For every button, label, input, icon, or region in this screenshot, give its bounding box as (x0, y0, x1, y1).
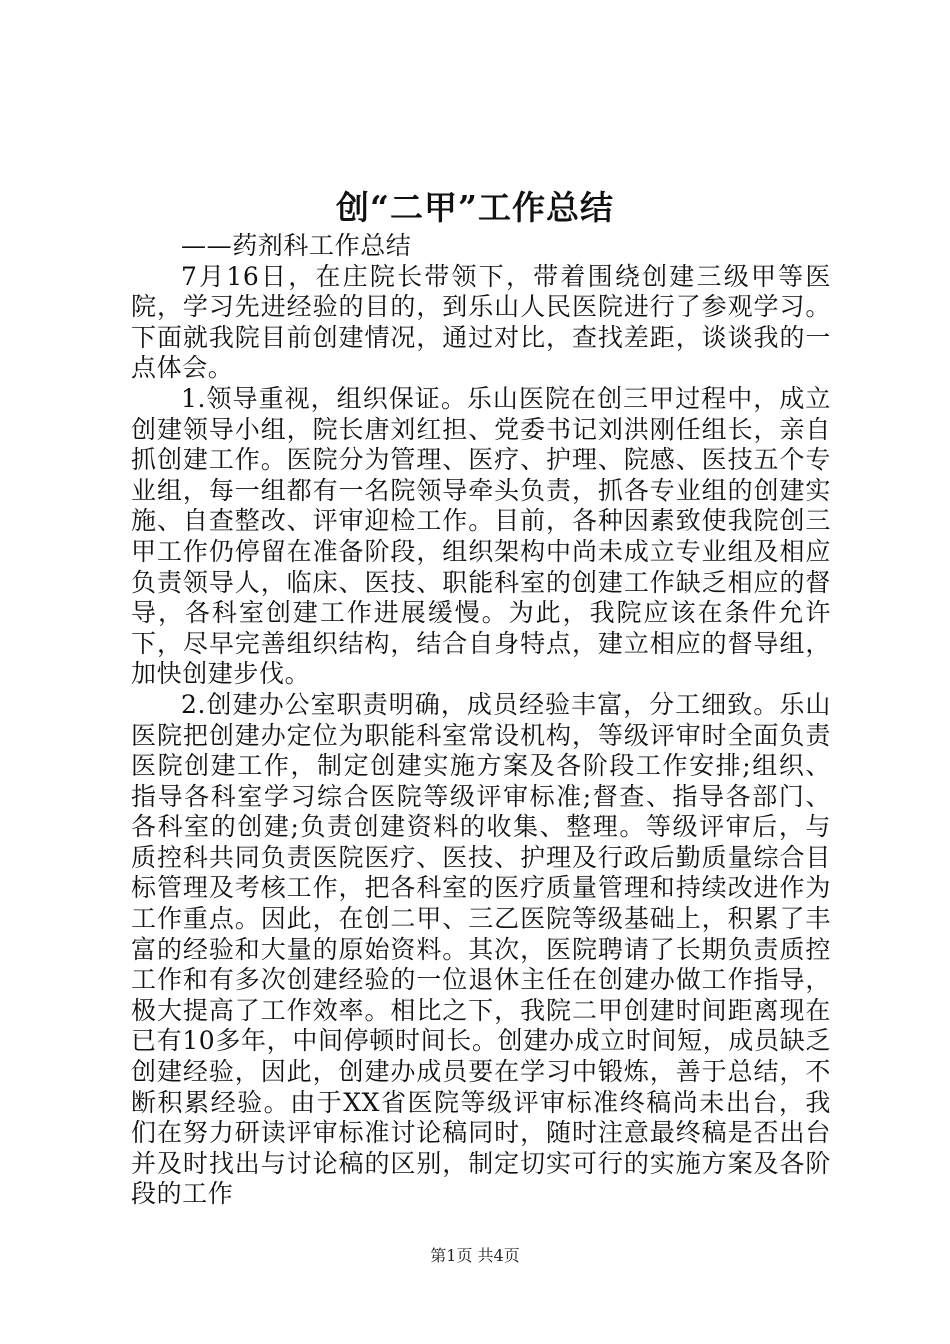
page-number-footer: 第1页 共4页 (430, 1246, 520, 1265)
paragraph-leadership: 1.领导重视，组织保证。乐山医院在创三甲过程中，成立创建领导小组，院长唐刘红担、党委书记刘洪刚任组长，亲自抓创建工作。医院分为管理、医疗、护理、院感、医技五个专业组，每一组都有一名院领导牵头负责，抓各专业组的创建实施、自查整改、评审迎检工作。目前，各种因素致使我院创三甲工作仍停留在准备阶段，组织架构中尚未成立专业组及相应负责领导人，临床、医技、职能科室的创建工作缺乏相应的督导，各科室创建工作进展缓慢。为此，我院应该在条件允许下，尽早完善组织结构，结合自身特点，建立相应的督导组，加快创建步伐。 (131, 383, 831, 689)
paragraph-intro: 7月16日，在庄院长带领下，带着围绕创建三级甲等医院，学习先进经验的目的，到乐山人民医院进行了参观学习。下面就我院目前创建情况，通过对比，查找差距，谈谈我的一点体会。 (131, 261, 831, 383)
document-title: 创“二甲”工作总结 (336, 188, 614, 227)
paragraph-office: 2.创建办公室职责明确，成员经验丰富，分工细致。乐山医院把创建办定位为职能科室常设机构，等级评审时全面负责医院创建工作，制定创建实施方案及各阶段工作安排;组织、指导各科室学习综合医院等级评审标准;督查、指导各部门、各科室的创建;负责创建资料的收集、整理。等级评审后，与质控科共同负责医院医疗、医技、护理及行政后勤质量综合目标管理及考核工作，把各科室的医疗质量管理和持续改进作为工作重点。因此，在创二甲、三乙医院等级基础上，积累了丰富的经验和大量的原始资料。其次，医院聘请了长期负责质控工作和有多次创建经验的一位退休主任在创建办做工作指导，极大提高了工作效率。相比之下，我院二甲创建时间距离现在已有10多年，中间停顿时间长。创建办成立时间短，成员缺乏创建经验，因此，创建办成员要在学习中锻炼，善于总结，不断积累经验。由于XX省医院等级评审标准终稿尚未出台，我们在努力研读评审标准讨论稿同时，随时注意最终稿是否出台并及时找出与讨论稿的区别，制定切实可行的实施方案及各阶段的工作 (131, 689, 831, 1209)
document-subtitle: ——药剂科工作总结 (181, 231, 412, 260)
document-body (131, 231, 831, 1210)
